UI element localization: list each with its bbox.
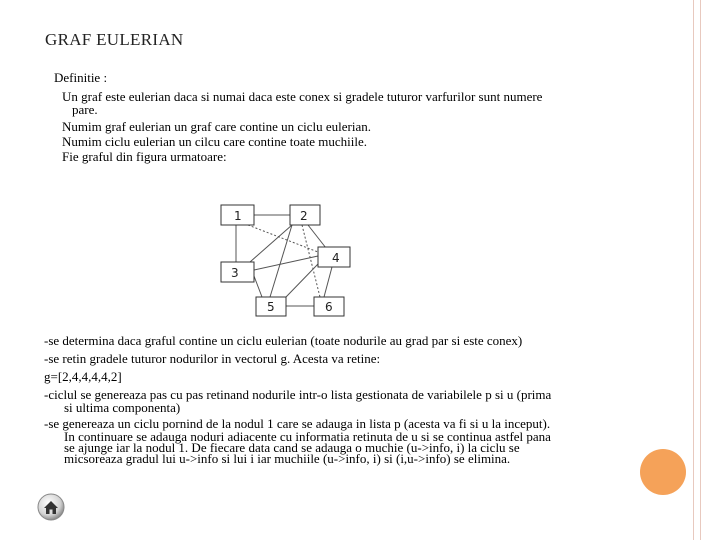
graph-node-label: 1	[234, 209, 242, 223]
edge-2-3	[250, 225, 292, 262]
edge-2-5	[270, 225, 292, 297]
definition-line: Numim ciclu eulerian un cilcu care contine toate muchiile.	[62, 134, 368, 149]
definition-line: Numim graf eulerian un graf care contine un ciclu eulerian.	[62, 119, 371, 134]
definition-line: pare.	[72, 102, 98, 117]
slide-title: GRAF EULERIAN	[45, 30, 184, 49]
graph-svg	[218, 200, 358, 318]
algorithm-line: si ultima componenta)	[64, 400, 181, 415]
graph-node-label: 3	[231, 266, 239, 280]
edge-2-6	[302, 225, 320, 297]
definition-line: Un graf este eulerian daca si numai daca este conex si gradele tuturor varfurilor sunt numere	[62, 89, 543, 104]
definition-heading: Definitie :	[54, 70, 108, 85]
algorithm-line: In continuare se adauga noduri adiacente cu informatia retinuta de u si se continua astfel pana	[64, 429, 551, 444]
algorithm-line: micsoreaza gradul lui u->info si lui i iar muchiile (u->info, i) si (i,u->info) se elimina.	[64, 451, 511, 466]
algorithm-block	[44, 333, 684, 467]
algorithm-line: g=[2,4,4,4,4,2]	[44, 369, 122, 384]
edge-3-5	[254, 276, 262, 297]
decorative-border-line	[693, 0, 694, 540]
edge-3-4	[254, 256, 318, 270]
graph-node-label: 5	[267, 300, 275, 314]
decorative-border-line	[700, 0, 701, 540]
graph-node-label: 4	[332, 251, 340, 265]
graph-node-label: 6	[325, 300, 333, 314]
edge-2-4	[308, 225, 326, 248]
definition-block	[52, 70, 662, 164]
definition-line: Fie graful din figura urmatoare:	[62, 149, 227, 164]
edge-4-6	[324, 267, 332, 297]
algorithm-line: -se genereaza un ciclu pornind de la nodul 1 care se adauga in lista p (acesta va fi si u la inceput).	[44, 416, 551, 431]
algorithm-line: se ajunge iar la nodul 1. De fiecare data cand se adauga o muchie (u->info, i) la ciclu se	[64, 440, 520, 455]
decorative-accent-circle	[640, 449, 686, 495]
algorithm-line: -ciclul se genereaza pas cu pas retinand nodurile intr-o lista gestionata de variabilele p si u (prima	[44, 387, 552, 402]
home-button[interactable]	[36, 492, 66, 522]
algorithm-line: -se determina daca graful contine un ciclu eulerian (toate nodurile au grad par si este conex)	[44, 333, 523, 348]
edge-1-4	[248, 225, 318, 252]
algorithm-line: -se retin gradele tuturor nodurilor in vectorul g. Acesta va retine:	[44, 351, 381, 366]
graph-node-label: 2	[300, 209, 308, 223]
graph-figure	[218, 200, 358, 318]
home-icon	[36, 492, 66, 522]
